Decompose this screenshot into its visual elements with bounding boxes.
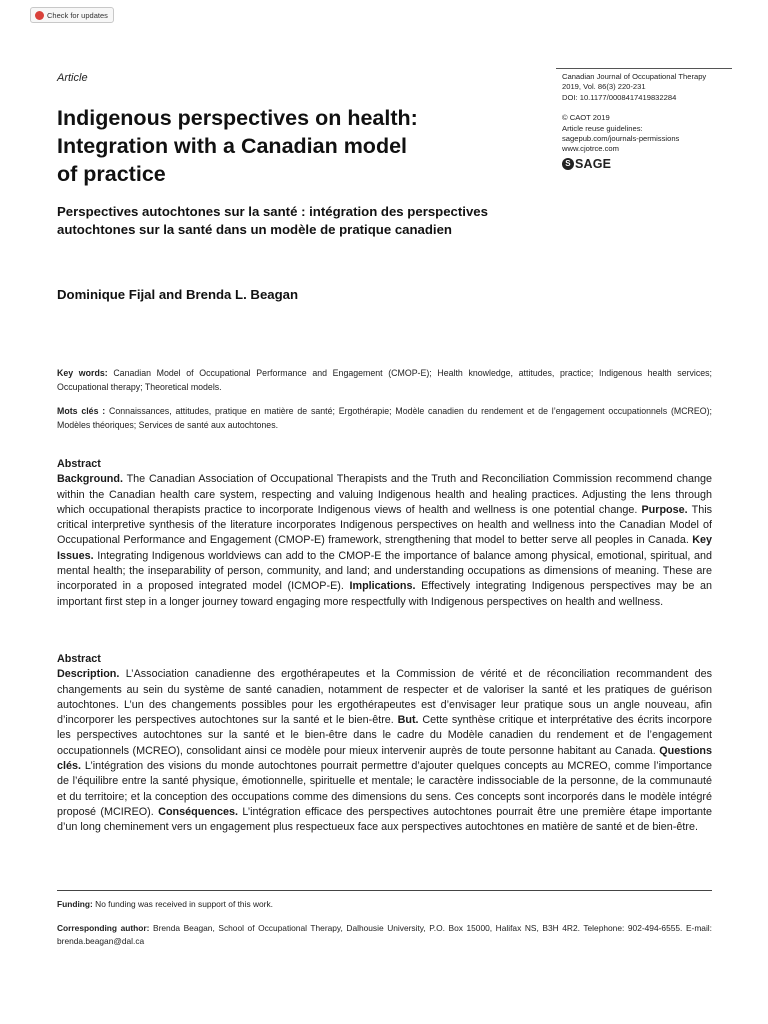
corresponding-author xyxy=(57,922,712,948)
journal-copyright: © CAOT 2019 xyxy=(562,113,610,123)
sage-logo xyxy=(562,158,732,170)
consequences-label: Conséquences. xyxy=(158,805,238,818)
description-label: Description. xyxy=(57,668,120,681)
subtitle-line: autochtones sur la santé dans un modèle de pratique canadien xyxy=(57,222,452,237)
mots-cles-label: Mots clés : xyxy=(57,406,106,416)
check-for-updates-badge[interactable] xyxy=(30,7,114,23)
corresponding-label: Corresponding author: xyxy=(57,923,150,933)
implications-label: Implications. xyxy=(349,580,416,593)
journal-name: Canadian Journal of Occupational Therapy xyxy=(562,72,707,81)
mots-cles-text: Connaissances, attitudes, pratique en matière de santé; Ergothérapie; Modèle canadien du rendement et de l’engagement occupationnels (MCREO); Modèles théoriques; Services de santé aux autochtones. xyxy=(57,406,712,430)
reuse-link[interactable]: sagepub.com/journals-permissions xyxy=(562,134,680,144)
publisher-name: SAGE xyxy=(575,156,612,171)
but-text: Cette synthèse critique et interprétative des écrits incorpore les perspectives autochtones sur la santé et le bien-être dans le cadre du Modèle canadien du rendement et de l’engagement occupationnels (MCREO), consolidant ainsi ce modèle pour mieux intervenir auprès de toute personne habitant au Canada. xyxy=(57,714,712,757)
key-issues-label: Key Issues. xyxy=(57,534,713,562)
background-label: Background. xyxy=(57,473,123,486)
description-text: L’Association canadienne des ergothérapeutes et la Commission de vérité et de réconciliation recommandent des changements au sein du système de santé canadien, notamment de respecter et de valoriser la santé et les pratiques de guérison autochtones. L’un des changements possibles pour les ergothérapeutes est d’envisager leur pratique sous un angle nouveau, afin d’incorporer les perspectives autochtones sur la santé et le bien-être. xyxy=(57,668,712,727)
corresponding-text: Brenda Beagan, School of Occupational Therapy, Dalhousie University, P.O. Box 15000, Halifax NS, B3H 4R2. Telephone: 902-494-6555. E-mail: brenda.beagan@dal.ca xyxy=(57,923,712,946)
journal-info-rule xyxy=(556,68,732,69)
abstract-heading: Abstract xyxy=(57,458,101,470)
journal-doi[interactable]: DOI: 10.1177/0008417419832284 xyxy=(562,92,677,102)
but-label: But. xyxy=(397,714,419,727)
subtitle-line: Perspectives autochtones sur la santé : intégration des perspectives xyxy=(57,204,488,219)
journal-info xyxy=(562,72,732,170)
abstract-english xyxy=(57,457,712,610)
funding-text: No funding was received in support of this work. xyxy=(95,899,273,909)
check-updates-icon xyxy=(35,11,44,20)
article-title xyxy=(57,104,477,188)
check-for-updates-label: Check for updates xyxy=(47,10,108,20)
authors: Dominique Fijal and Brenda L. Beagan xyxy=(57,287,299,302)
title-line: Indigenous perspectives on health: xyxy=(57,106,418,130)
journal-website-link[interactable]: www.cjotrce.com xyxy=(562,144,619,154)
purpose-text: This critical interpretive synthesis of the literature incorporates Indigenous perspectives on health and wellness into the Canadian Model of Occupational Performance and Engagement (CMOP-E) framework, strengthening that model to better serve all peoples in Canada. xyxy=(57,503,712,547)
purpose-label: Purpose. xyxy=(641,503,688,516)
sage-logo-icon: S xyxy=(562,158,574,170)
abstract-french xyxy=(57,652,712,836)
consequences-text: L’intégration efficace des perspectives autochtones pourrait être une première étape importante d’un long cheminement vers un engagement plus respectueux face aux perspectives autochtones en matière de santé et de bien-être. xyxy=(57,805,713,834)
keywords-label: Key words: xyxy=(57,368,108,378)
funding-note xyxy=(57,899,273,909)
title-line: Integration with a Canadian model xyxy=(57,134,408,158)
mots-cles xyxy=(57,404,712,432)
article-type: Article xyxy=(57,72,88,84)
footer-divider xyxy=(57,890,712,891)
reuse-label: Article reuse guidelines: xyxy=(562,123,643,133)
keywords-text: Canadian Model of Occupational Performance and Engagement (CMOP-E); Health knowledge, attitudes, practice; Indigenous health services; Occupational therapy; Theoretical models. xyxy=(57,368,713,392)
title-line: of practice xyxy=(57,162,166,186)
journal-volume: 2019, Vol. 86(3) 220-231 xyxy=(562,82,646,92)
questions-text: L’intégration des visions du monde autochtones pourrait permettre d’ajouter quelques concepts au MCREO, comme l’importance de l’équilibre entre la santé physique, émotionnelle, spirituelle et mentale; le caractère indissociable de la personne, de la communauté et du territoire; et la conception des occupations comme des dimensions du sens. Ces concepts sont incorporés dans le modèle intégré proposé (MCIREO). xyxy=(57,760,713,818)
abstract-heading: Abstract xyxy=(57,653,101,665)
keywords xyxy=(57,366,712,394)
key-issues-text: Integrating Indigenous worldviews can add to the CMOP-E the importance of balance among physical, emotional, spiritual, and mental health; the inseparability of person, community, and land; and understanding occupations as dimensions of meaning. These are incorporated in a proposed integrated model (ICMOP-E). xyxy=(57,549,712,593)
funding-label: Funding: xyxy=(57,899,93,909)
implications-text: Effectively integrating Indigenous perspectives may be an important first step in a longer journey toward engaging more respectfully with Indigenous perspectives on health and wellness. xyxy=(57,580,712,608)
questions-label: Questions clés. xyxy=(57,744,713,773)
french-title xyxy=(57,203,577,239)
background-text: The Canadian Association of Occupational Therapists and the Truth and Reconciliation Commission recommend change within the Canadian health care system, respecting and valuing Indigenous health and healing practices. Adjusting the lens through which occupational therapists practice to incorporate Indigenous views of health and wellness is one potential change. xyxy=(57,473,712,516)
